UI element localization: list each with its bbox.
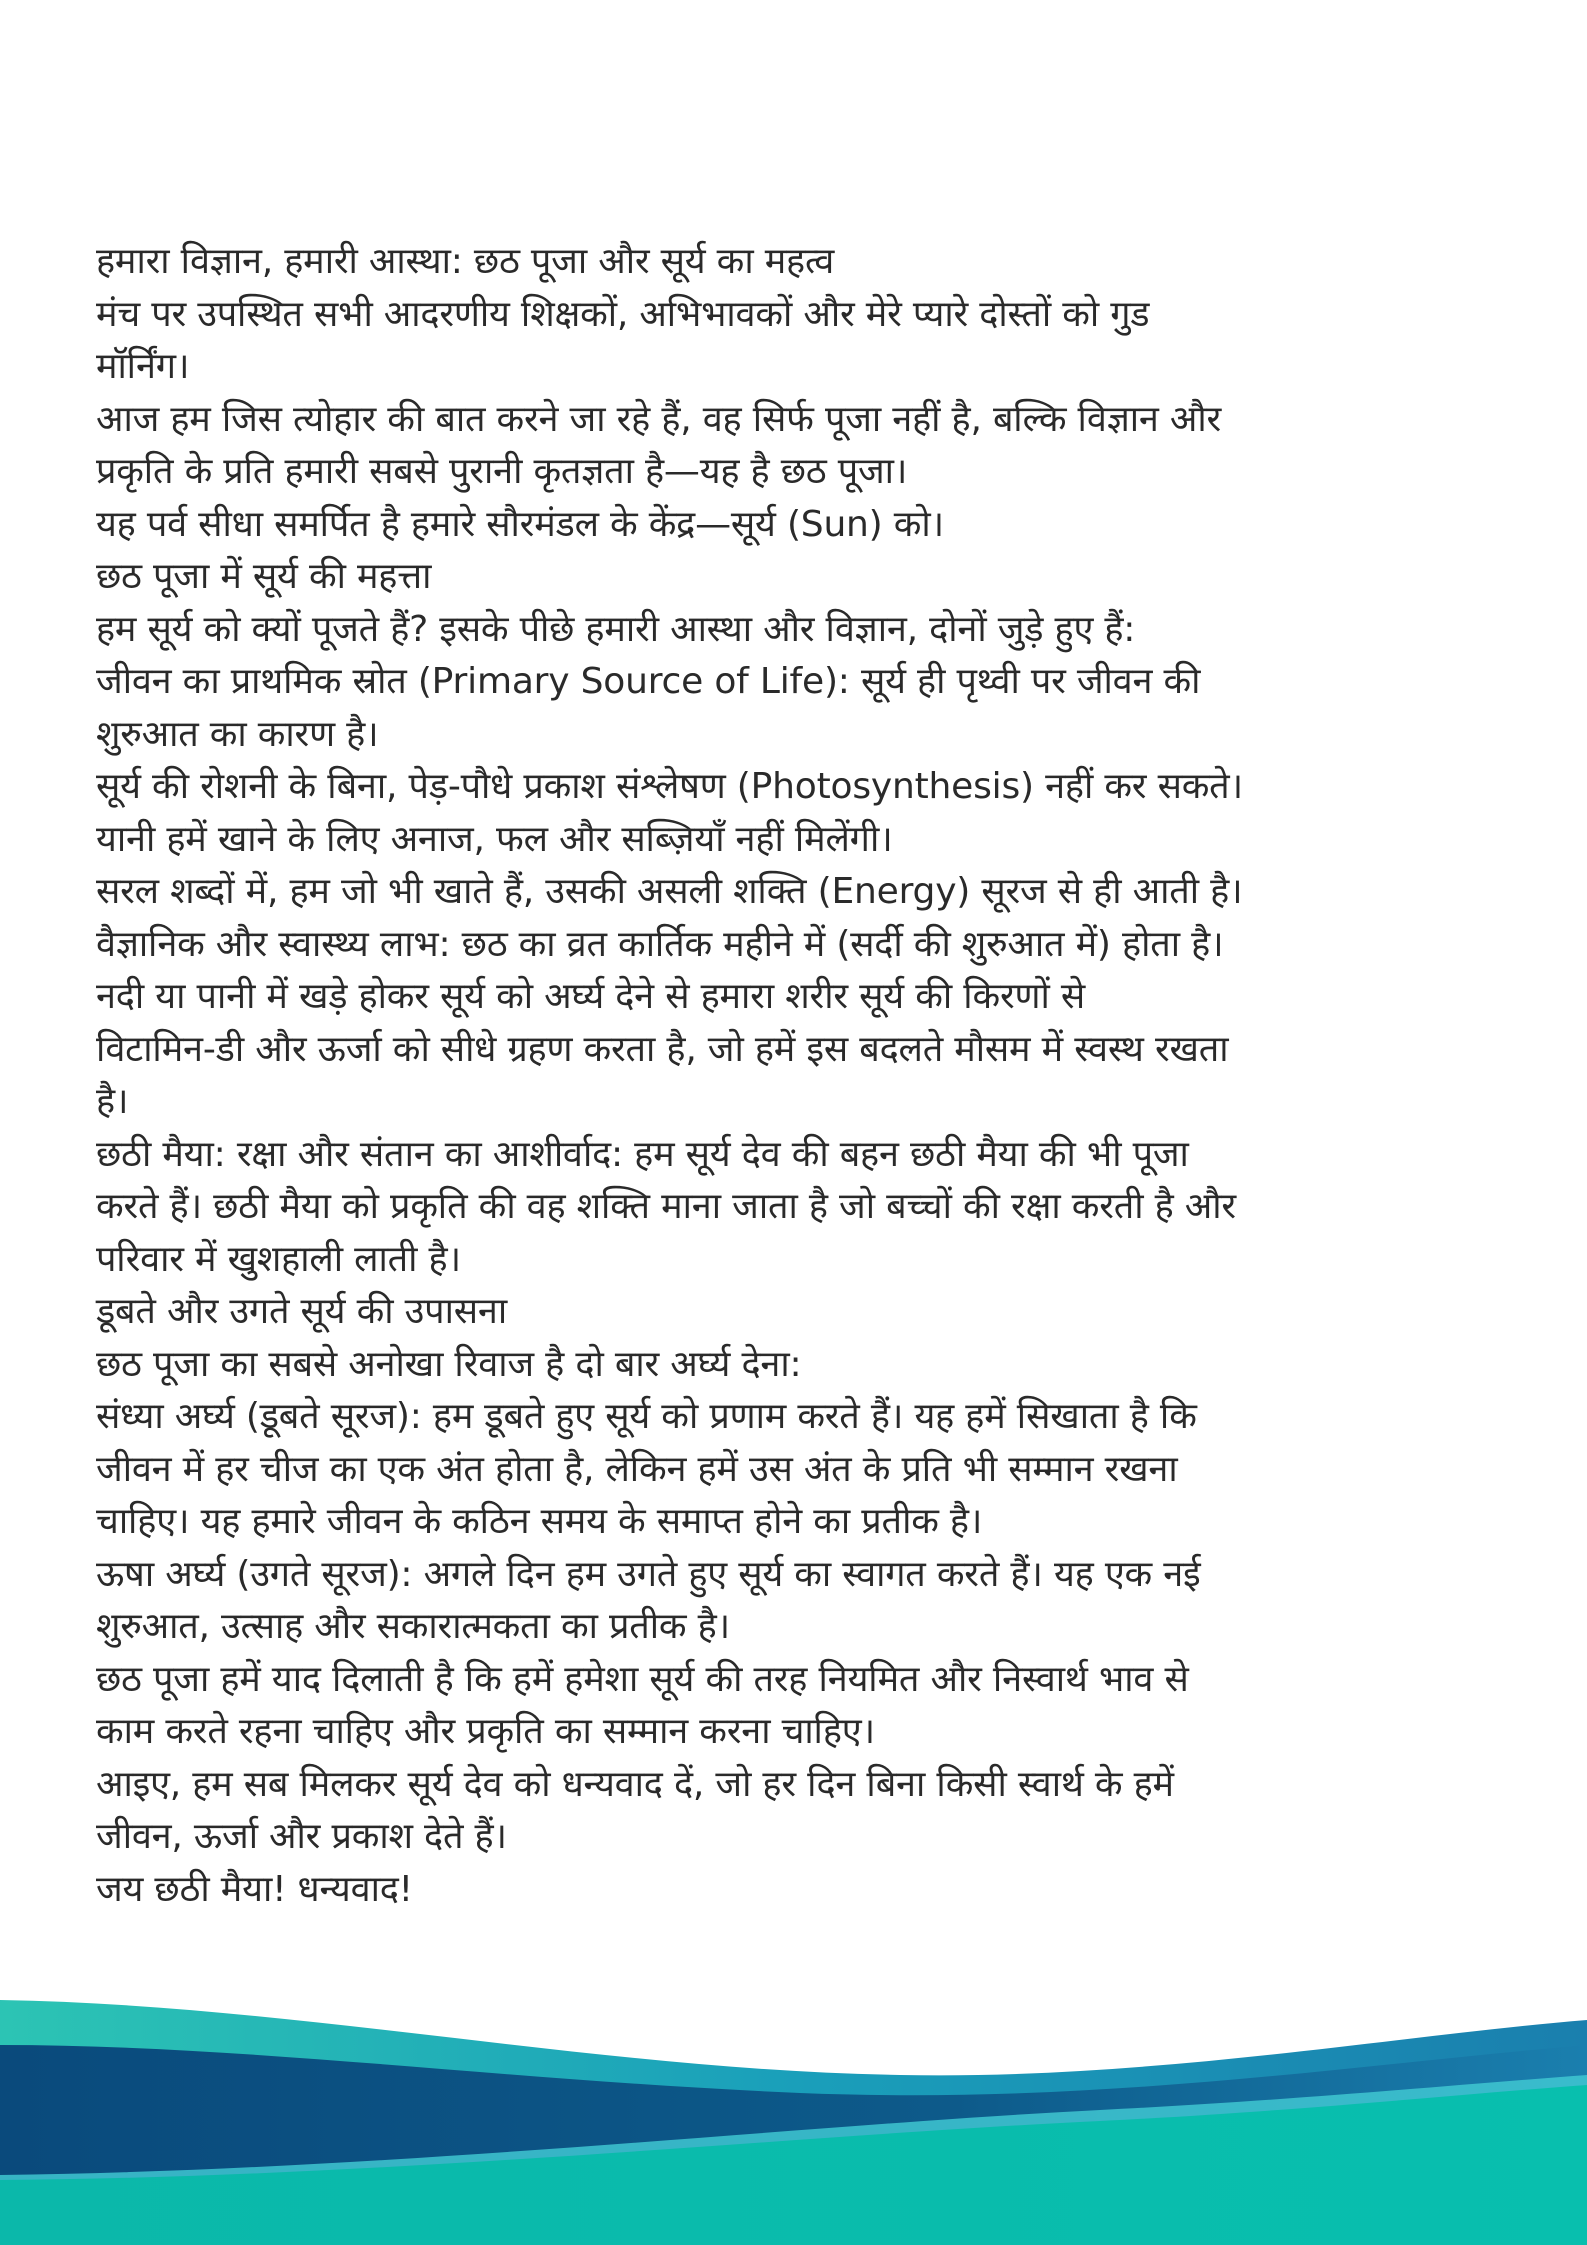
closing-line: जय छठी मैया! धन्यवाद! xyxy=(96,1868,413,1910)
text-line: सूर्य की रोशनी के बिना, पेड़-पौधे प्रकाश संश्लेषण (Photosynthesis) नहीं कर सकते। xyxy=(96,766,1243,807)
footer-wave-decoration xyxy=(0,1945,1587,2245)
text-line: वैज्ञानिक और स्वास्थ्य लाभ: छठ का व्रत कार्तिक महीने में (सर्दी की शुरुआत में) होता है। xyxy=(96,923,1224,965)
text-line: चाहिए। यह हमारे जीवन के कठिन समय के समाप्त होने का प्रतीक है। xyxy=(96,1501,983,1542)
text-line: जीवन में हर चीज का एक अंत होता है, लेकिन हमें उस अंत के प्रति भी सम्मान रखना xyxy=(96,1448,1178,1490)
text-line: शुरुआत, उत्साह और सकारात्मकता का प्रतीक है। xyxy=(96,1606,730,1647)
text-line: जीवन, ऊर्जा और प्रकाश देते हैं। xyxy=(96,1816,507,1857)
section-heading: डूबते और उगते सूर्य की उपासना xyxy=(96,1291,507,1332)
text-line: परिवार में खुशहाली लाती है। xyxy=(96,1238,461,1280)
text-line: जीवन का प्राथमिक स्रोत (Primary Source of Life): सूर्य ही पृथ्वी पर जीवन की xyxy=(96,661,1201,702)
text-line: मंच पर उपस्थित सभी आदरणीय शिक्षकों, अभिभावकों और मेरे प्यारे दोस्तों को गुड xyxy=(96,293,1150,335)
document-title: हमारा विज्ञान, हमारी आस्था: छठ पूजा और सूर्य का महत्व xyxy=(96,241,835,282)
text-line: करते हैं। छठी मैया को प्रकृति की वह शक्ति माना जाता है जो बच्चों की रक्षा करती है और xyxy=(96,1186,1236,1227)
text-line: संध्या अर्घ्य (डूबते सूरज): हम डूबते हुए सूर्य को प्रणाम करते हैं। यह हमें सिखाता है कि xyxy=(96,1396,1197,1437)
text-line: यानी हमें खाने के लिए अनाज, फल और सब्ज़ियाँ नहीं मिलेंगी। xyxy=(96,818,893,860)
text-line: छठ पूजा का सबसे अनोखा रिवाज है दो बार अर्घ्य देना: xyxy=(96,1343,802,1385)
text-line: सरल शब्दों में, हम जो भी खाते हैं, उसकी असली शक्ति (Energy) सूरज से ही आती है। xyxy=(96,871,1243,912)
text-line: मॉर्निंग। xyxy=(96,346,190,387)
document-body xyxy=(96,236,1506,1916)
text-line: आइए, हम सब मिलकर सूर्य देव को धन्यवाद दें, जो हर दिन बिना किसी स्वार्थ के हमें xyxy=(96,1763,1174,1805)
text-line: हम सूर्य को क्यों पूजते हैं? इसके पीछे हमारी आस्था और विज्ञान, दोनों जुड़े हुए हैं: xyxy=(96,608,1136,650)
text-line: नदी या पानी में खड़े होकर सूर्य को अर्घ्य देने से हमारा शरीर सूर्य की किरणों से xyxy=(96,976,1086,1017)
text-line: विटामिन-डी और ऊर्जा को सीधे ग्रहण करता है, जो हमें इस बदलते मौसम में स्वस्थ रखता xyxy=(96,1028,1229,1070)
text-line: है। xyxy=(96,1081,129,1122)
text-line: शुरुआत का कारण है। xyxy=(96,713,379,755)
text-line: काम करते रहना चाहिए और प्रकृति का सम्मान करना चाहिए। xyxy=(96,1711,875,1752)
text-line: यह पर्व सीधा समर्पित है हमारे सौरमंडल के केंद्र—सूर्य (Sun) को। xyxy=(96,503,944,545)
text-line: ऊषा अर्घ्य (उगते सूरज): अगले दिन हम उगते हुए सूर्य का स्वागत करते हैं। यह एक नई xyxy=(96,1553,1201,1595)
text-line: छठी मैया: रक्षा और संतान का आशीर्वाद: हम सूर्य देव की बहन छठी मैया की भी पूजा xyxy=(96,1133,1189,1175)
text-line: छठ पूजा हमें याद दिलाती है कि हमें हमेशा सूर्य की तरह नियमित और निस्वार्थ भाव से xyxy=(96,1658,1189,1700)
section-heading: छठ पूजा में सूर्य की महत्ता xyxy=(96,556,432,597)
text-line: प्रकृति के प्रति हमारी सबसे पुरानी कृतज्ञता है—यह है छठ पूजा। xyxy=(96,451,908,492)
text-line: आज हम जिस त्योहार की बात करने जा रहे हैं, वह सिर्फ पूजा नहीं है, बल्कि विज्ञान और xyxy=(96,398,1222,440)
